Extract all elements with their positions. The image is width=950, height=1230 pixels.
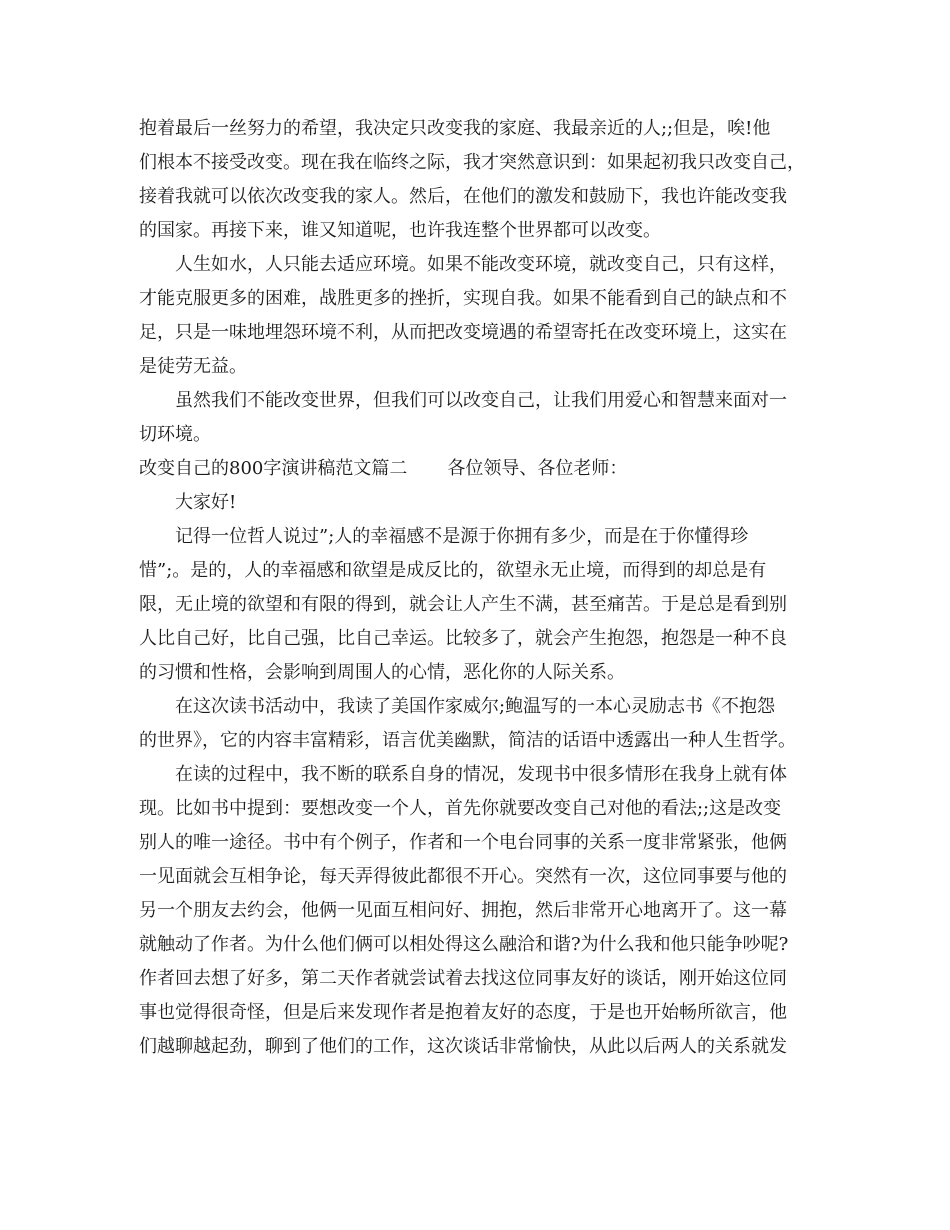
text-line: 抱着最后一丝努力的希望，我决定只改变我的家庭、我最亲近的人;;但是，唉!他	[139, 118, 771, 139]
text-line: 记得一位哲人说过”;人的幸福感不是源于你拥有多少，而是在于你懂得珍	[175, 526, 749, 547]
text-line: 接着我就可以依次改变我的家人。然后，在他们的激发和鼓励下，我也许能改变我	[139, 186, 787, 207]
paragraph-2	[139, 248, 829, 384]
document-body	[139, 112, 829, 1064]
salutation: 各位领导、各位老师：	[447, 458, 628, 479]
text-line: 的国家。再接下来，谁又知道呢，也许我连整个世界都可以改变。	[139, 220, 661, 241]
text-line: 是徒劳无益。	[139, 356, 247, 377]
text-line: 现。比如书中提到：要想改变一个人，首先你就要改变自己对他的看法;;这是改变	[139, 798, 782, 819]
text-line: 才能克服更多的困难，战胜更多的挫折，实现自我。如果不能看到自己的缺点和不	[139, 288, 787, 309]
paragraph-5	[139, 690, 829, 758]
paragraph-6	[139, 758, 829, 1064]
text-line: 虽然我们不能改变世界，但我们可以改变自己，让我们用爱心和智慧来面对一	[175, 390, 787, 411]
text-line: 足，只是一味地埋怨环境不利，从而把改变境遇的希望寄托在改变环境上，这实在	[139, 322, 787, 343]
text-line: 一见面就会互相争论，每天弄得彼此都很不开心。突然有一次，这位同事要与他的	[139, 866, 787, 887]
text-line: 切环境。	[139, 424, 211, 445]
text-line: 大家好!	[175, 492, 237, 513]
text-line: 限，无止境的欲望和有限的得到，就会让人产生不满，甚至痛苦。于是总是看到别	[139, 594, 787, 615]
paragraph-3	[139, 384, 829, 452]
text-line: 惜”;。是的，人的幸福感和欲望是成反比的，欲望永无止境，而得到的却总是有	[139, 560, 767, 581]
text-line: 在这次读书活动中，我读了美国作家威尔;鲍温写的一本心灵励志书《不抱怨	[175, 696, 776, 717]
section-heading	[139, 452, 829, 486]
text-line: 的世界》，它的内容丰富精彩，语言优美幽默，简洁的话语中透露出一种人生哲学。	[139, 730, 796, 751]
text-line: 在读的过程中，我不断的联系自身的情况，发现书中很多情形在我身上就有体	[175, 764, 787, 785]
text-line: 作者回去想了好多，第二天作者就尝试着去找这位同事友好的谈话，刚开始这位同	[139, 968, 787, 989]
text-line: 别人的唯一途径。书中有个例子，作者和一个电台同事的关系一度非常紧张，他俩	[139, 832, 787, 853]
text-line: 的习惯和性格，会影响到周围人的心情，恶化你的人际关系。	[139, 662, 625, 683]
text-line: 人比自己好，比自己强，比自己幸运。比较多了，就会产生抱怨，抱怨是一种不良	[139, 628, 787, 649]
paragraph-4	[139, 520, 829, 690]
paragraph-greeting	[139, 486, 829, 520]
section-title: 改变自己的800字演讲稿范文篇二	[139, 458, 408, 479]
text-line: 们越聊越起劲，聊到了他们的工作，这次谈话非常愉快，从此以后两人的关系就发	[139, 1036, 787, 1057]
text-line: 人生如水，人只能去适应环境。如果不能改变环境，就改变自己，只有这样，	[175, 254, 787, 275]
text-line: 事也觉得很奇怪，但是后来发现作者是抱着友好的态度，于是也开始畅所欲言，他	[139, 1002, 787, 1023]
text-line: 们根本不接受改变。现在我在临终之际，我才突然意识到：如果起初我只改变自己，	[139, 152, 805, 173]
paragraph-1	[139, 112, 829, 248]
text-line: 就触动了作者。为什么他们俩可以相处得这么融洽和谐?为什么我和他只能争吵呢?	[139, 934, 789, 955]
text-line: 另一个朋友去约会，他俩一见面互相问好、拥抱，然后非常开心地离开了。这一幕	[139, 900, 787, 921]
